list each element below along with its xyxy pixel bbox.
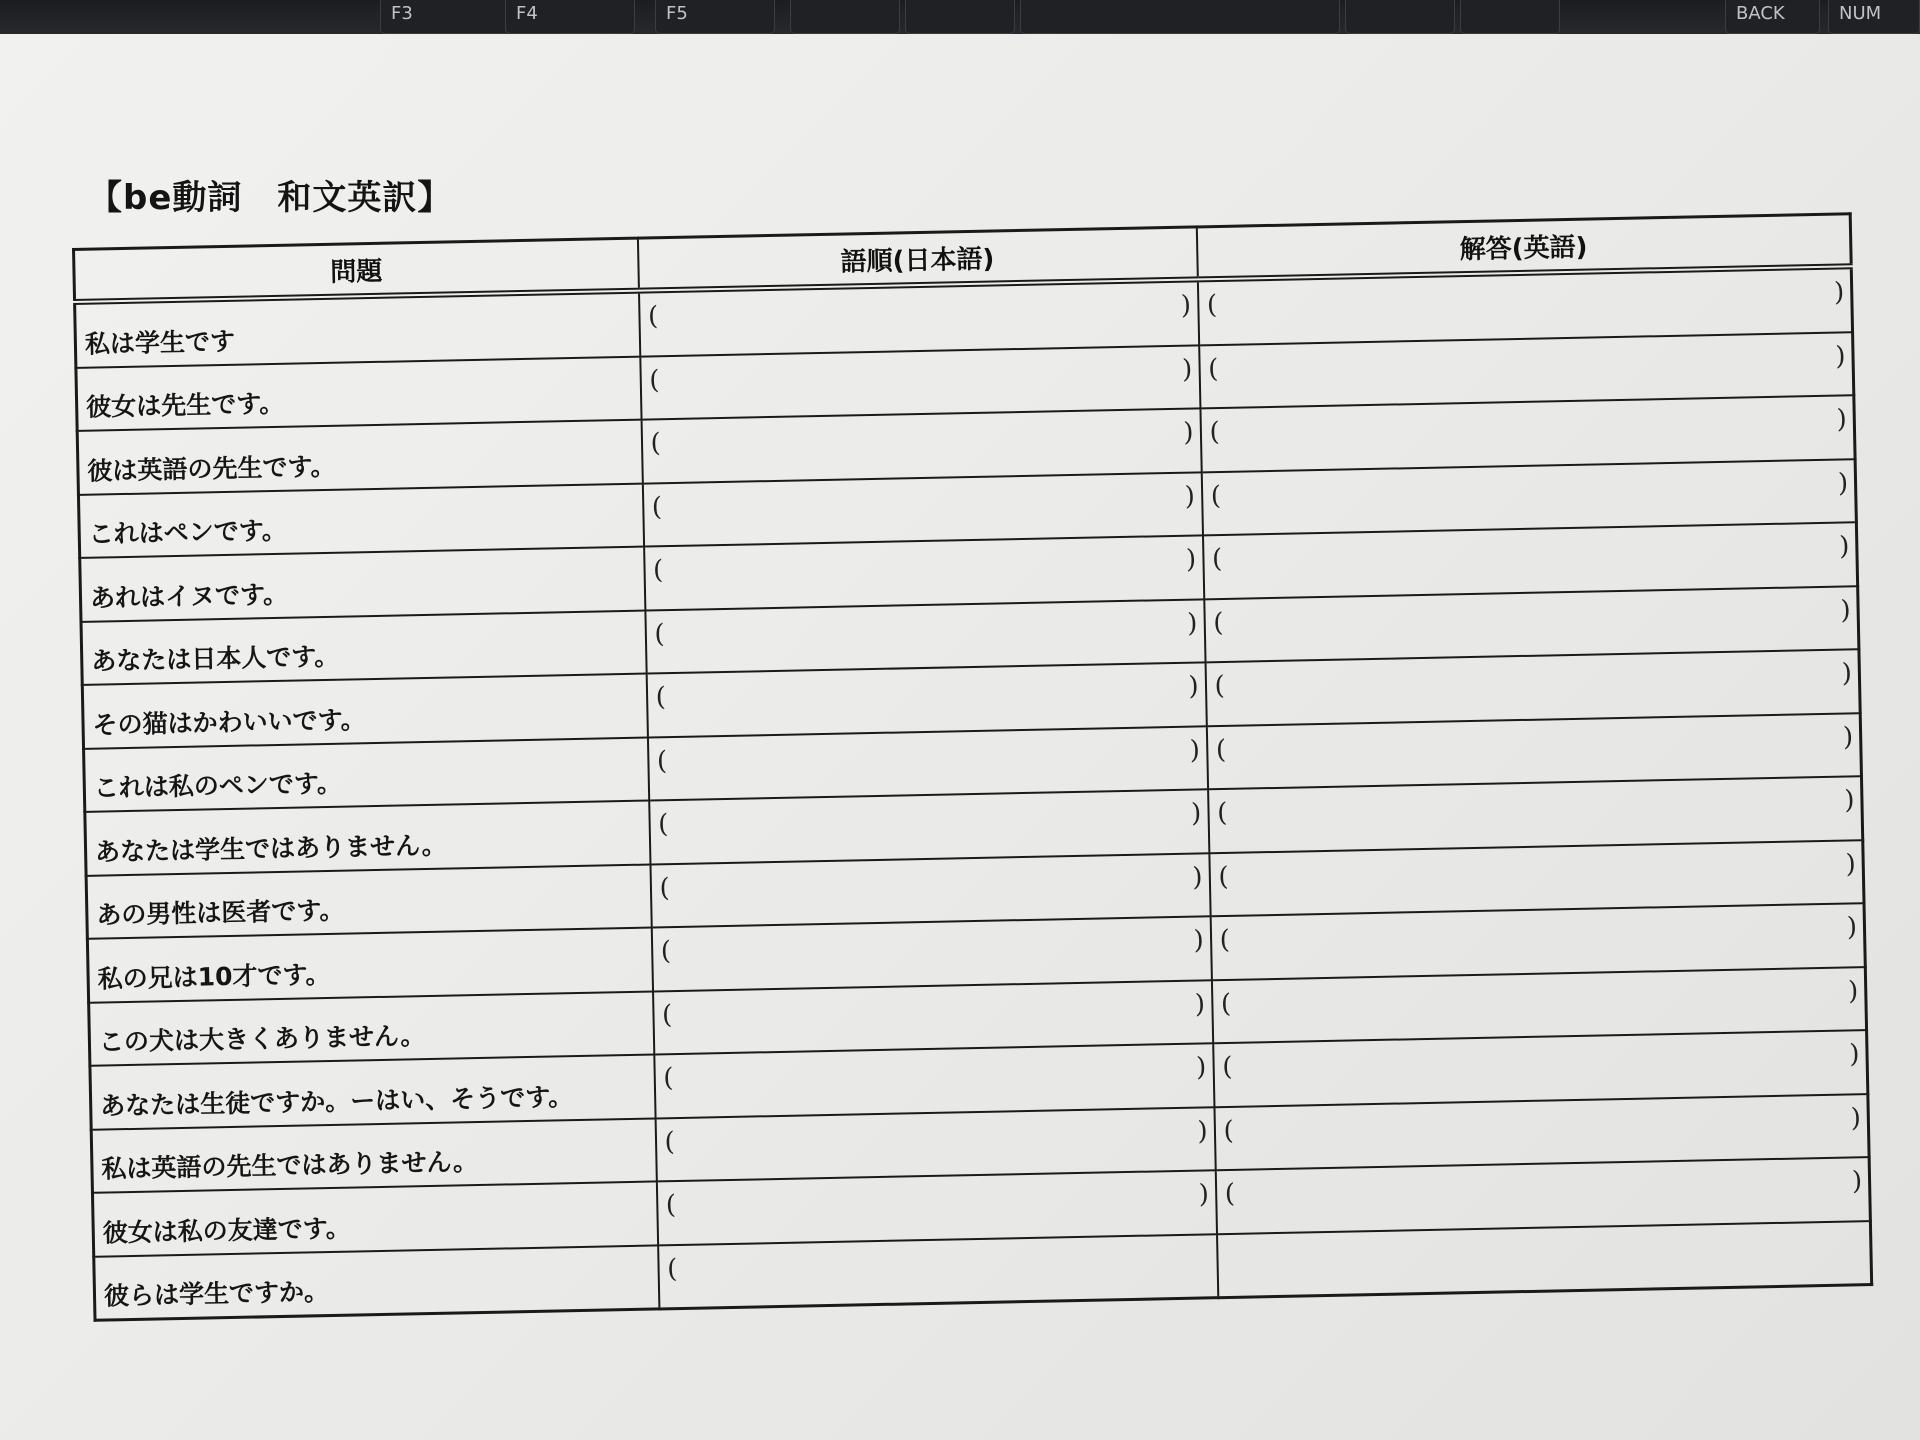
close-paren: ): [1836, 404, 1848, 435]
open-paren: (: [1221, 1051, 1233, 1083]
question-cell: [81, 610, 646, 685]
open-paren: (: [1207, 353, 1219, 384]
close-paren: ): [1198, 1179, 1210, 1210]
open-paren: (: [1206, 290, 1218, 321]
close-paren: ): [1851, 1166, 1863, 1197]
close-paren: ): [1194, 988, 1206, 1020]
word-order-answer-field[interactable]: [654, 1043, 1214, 1118]
word-order-answer-field[interactable]: [647, 726, 1207, 801]
word-order-answer-field[interactable]: [658, 1234, 1218, 1309]
worksheet-table-wrapper: [72, 212, 1873, 1322]
close-paren: ): [1849, 1039, 1860, 1070]
key-num: NUM: [1828, 0, 1920, 34]
question-cell: [85, 801, 650, 876]
question-text: 彼女は先生です。: [85, 388, 285, 422]
close-paren: ): [1837, 467, 1849, 499]
question-cell: [77, 420, 642, 495]
question-text: 彼らは学生ですか。: [103, 1277, 330, 1311]
word-order-answer-field[interactable]: [656, 1170, 1216, 1245]
open-paren: (: [649, 364, 660, 395]
open-paren: (: [1223, 1115, 1235, 1146]
worksheet-title: 【be動詞 和文英訳】: [88, 178, 453, 218]
english-answer-field[interactable]: [1217, 1221, 1872, 1298]
word-order-answer-field[interactable]: [646, 662, 1206, 737]
close-paren: ): [1190, 798, 1202, 829]
word-order-answer-field[interactable]: [650, 853, 1210, 928]
key-f3: F3: [380, 0, 510, 34]
key-tilde: [1345, 0, 1455, 34]
header-question: 問題: [74, 238, 639, 302]
open-paren: (: [1210, 480, 1222, 511]
question-text: あなたは学生ではありません。: [94, 830, 447, 867]
open-paren: (: [1219, 924, 1231, 956]
open-paren: (: [650, 428, 662, 459]
question-text: あれはイヌです。: [89, 579, 289, 613]
close-paren: ): [1835, 340, 1846, 372]
question-text: 私の兄は10才です。: [97, 959, 331, 994]
close-paren: ): [1842, 721, 1854, 753]
question-text: 彼女は私の友達です。: [102, 1213, 352, 1248]
close-paren: ): [1184, 481, 1196, 512]
key-f4: F4: [505, 0, 635, 34]
close-paren: ): [1845, 848, 1857, 880]
question-cell: [87, 928, 652, 1003]
question-cell: [89, 991, 654, 1066]
open-paren: (: [1209, 417, 1220, 448]
close-paren: ): [1183, 417, 1194, 448]
close-paren: ): [1843, 785, 1855, 816]
open-paren: (: [1218, 861, 1229, 892]
open-paren: (: [663, 1063, 674, 1094]
close-paren: ): [1197, 1115, 1208, 1147]
question-text: 私は学生です: [84, 326, 236, 359]
open-paren: (: [660, 936, 672, 967]
close-paren: ): [1189, 734, 1201, 766]
question-cell: [84, 737, 649, 812]
word-order-answer-field[interactable]: [644, 535, 1204, 610]
close-paren: ): [1850, 1102, 1862, 1133]
header-answer: 解答(英語): [1196, 214, 1851, 280]
open-paren: (: [654, 618, 665, 649]
question-text: 私は英語の先生ではありません。: [101, 1147, 479, 1184]
close-paren: ): [1195, 1052, 1207, 1083]
open-paren: (: [665, 1190, 677, 1221]
open-paren: (: [652, 555, 664, 586]
close-paren: ): [1180, 290, 1192, 321]
question-text: あの男性は医者です。: [96, 895, 345, 930]
word-order-answer-field[interactable]: [642, 472, 1202, 547]
open-paren: (: [657, 809, 669, 840]
open-paren: (: [1211, 543, 1223, 575]
question-text: この犬は大きくありません。: [98, 1021, 426, 1057]
question-cell: [75, 291, 640, 368]
close-paren: ): [1840, 594, 1851, 626]
close-paren: ): [1833, 277, 1845, 308]
question-cell: [82, 674, 647, 749]
key-f5: F5: [655, 0, 775, 34]
question-text: あなたは日本人です。: [91, 641, 340, 676]
open-paren: (: [661, 999, 673, 1030]
question-cell: [91, 1118, 656, 1193]
question-cell: [90, 1054, 655, 1129]
worksheet-table: [72, 212, 1873, 1322]
word-order-answer-field[interactable]: [640, 345, 1200, 420]
open-paren: (: [1216, 797, 1228, 829]
question-text: あなたは生徒ですか。ーはい、そうです。: [99, 1081, 574, 1121]
open-paren: (: [656, 745, 668, 776]
open-paren: (: [1220, 988, 1232, 1019]
question-cell: [86, 864, 651, 939]
word-order-answer-field[interactable]: [641, 408, 1201, 483]
question-text: その猫はかわいいです。: [92, 704, 366, 740]
question-cell: [94, 1245, 659, 1320]
word-order-answer-field[interactable]: [645, 599, 1205, 674]
key-blank: [1020, 0, 1340, 34]
open-paren: (: [666, 1253, 678, 1284]
open-paren: (: [647, 301, 659, 332]
close-paren: ): [1181, 354, 1193, 385]
question-text: これは私のペンです。: [93, 768, 343, 803]
word-order-answer-field[interactable]: [649, 789, 1209, 864]
open-paren: (: [1215, 734, 1227, 765]
close-paren: ): [1847, 975, 1859, 1007]
word-order-answer-field[interactable]: [651, 916, 1211, 991]
question-text: 彼は英語の先生です。: [87, 451, 336, 486]
close-paren: ): [1846, 912, 1858, 943]
key-brightness-up: [905, 0, 1015, 34]
open-paren: (: [1214, 670, 1226, 702]
key-back: BACK: [1725, 0, 1820, 34]
open-paren: (: [664, 1126, 676, 1157]
close-paren: ): [1186, 607, 1198, 639]
word-order-answer-field[interactable]: [655, 1107, 1215, 1182]
key-brightness-down: [790, 0, 900, 34]
question-cell: [78, 483, 643, 558]
open-paren: (: [655, 682, 667, 713]
open-paren: (: [1213, 607, 1224, 638]
close-paren: ): [1838, 531, 1850, 562]
key-bar: [1460, 0, 1560, 34]
open-paren: (: [1224, 1178, 1236, 1210]
open-paren: (: [659, 872, 670, 903]
question-cell: [92, 1181, 657, 1256]
question-cell: [76, 356, 641, 431]
question-text: これはペンです。: [88, 515, 288, 549]
open-paren: (: [651, 491, 663, 522]
word-order-answer-field[interactable]: [653, 980, 1213, 1055]
close-paren: ): [1188, 671, 1199, 702]
header-word-order: 語順(日本語): [637, 227, 1197, 291]
table-body: [75, 266, 1872, 1320]
word-order-answer-field[interactable]: [639, 279, 1199, 356]
close-paren: ): [1193, 925, 1205, 956]
close-paren: ): [1185, 544, 1197, 575]
close-paren: ): [1841, 658, 1853, 689]
close-paren: ): [1192, 861, 1203, 893]
question-cell: [80, 547, 645, 622]
